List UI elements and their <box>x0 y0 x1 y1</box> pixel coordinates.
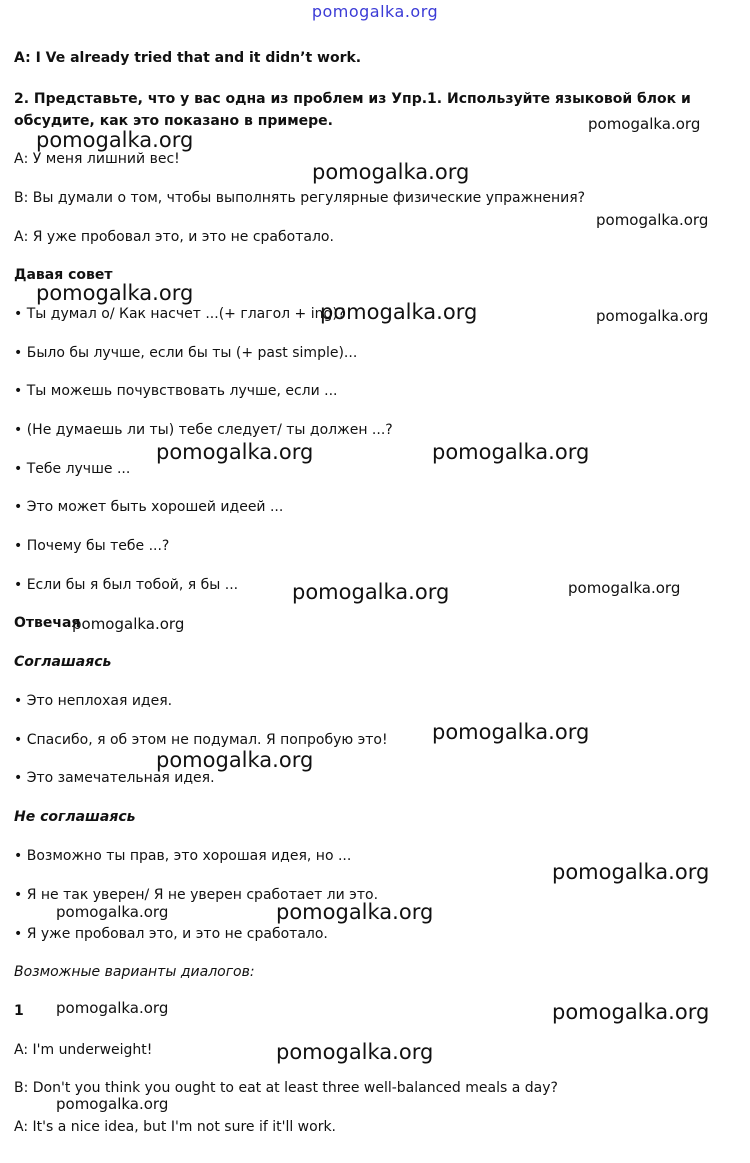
watermark: pomogalka.org <box>432 720 590 744</box>
dialog-number: 1 <box>14 1003 24 1019</box>
watermark: pomogalka.org <box>36 128 194 152</box>
watermark: pomogalka.org <box>552 1000 710 1024</box>
watermark: pomogalka.org <box>72 615 185 633</box>
watermark: pomogalka.org <box>56 903 169 921</box>
dialog-ru-line-3: А: Я уже пробовал это, и это не сработало. <box>14 229 334 245</box>
disagreeing-item-2: • Я не так уверен/ Я не уверен сработает ли это. <box>14 887 379 903</box>
watermark: pomogalka.org <box>292 580 450 604</box>
header-watermark: pomogalka.org <box>311 2 439 21</box>
watermark: pomogalka.org <box>156 440 314 464</box>
agreeing-item-2: • Спасибо, я об этом не подумал. Я попробую это! <box>14 732 388 748</box>
watermark: pomogalka.org <box>56 1095 169 1113</box>
watermark: pomogalka.org <box>156 748 314 772</box>
possible-dialogs-heading: Возможные варианты диалогов: <box>14 964 255 980</box>
dialog-en-line-2: B: Don't you think you ought to eat at least three well-balanced meals a day? <box>14 1080 558 1096</box>
task-2-instruction: 2. Представьте, что у вас одна из проблем из Упр.1. Используйте языковой блок и обсудите, как это показано в примере. <box>14 91 691 129</box>
advice-item-1: • Ты думал о/ Как насчет ...(+ глагол + ing)? <box>14 306 346 322</box>
watermark: pomogalka.org <box>568 579 681 597</box>
watermark: pomogalka.org <box>588 115 701 133</box>
watermark: pomogalka.org <box>56 999 169 1017</box>
advice-item-3: • Ты можешь почувствовать лучше, если ... <box>14 383 338 399</box>
disagreeing-heading: Не соглашаясь <box>14 809 136 825</box>
advice-item-7: • Почему бы тебе ...? <box>14 538 170 554</box>
disagreeing-item-1: • Возможно ты прав, это хорошая идея, но ... <box>14 848 352 864</box>
watermark: pomogalka.org <box>596 211 709 229</box>
watermark: pomogalka.org <box>320 300 478 324</box>
watermark: pomogalka.org <box>552 860 710 884</box>
responding-heading: Отвечая <box>14 615 81 631</box>
advice-item-8: • Если бы я был тобой, я бы ... <box>14 577 239 593</box>
advice-item-2: • Было бы лучше, если бы ты (+ past simple)... <box>14 345 358 361</box>
dialog-en-line-3: A: It's a nice idea, but I'm not sure if it'll work. <box>14 1119 337 1135</box>
agreeing-item-3: • Это замечательная идея. <box>14 770 215 786</box>
line-tried-en: A: I Ve already tried that and it didn’t work. <box>14 50 362 66</box>
advice-item-6: • Это может быть хорошей идеей ... <box>14 499 284 515</box>
advice-item-5: • Тебе лучше ... <box>14 461 131 477</box>
watermark: pomogalka.org <box>36 281 194 305</box>
dialog-en-line-1: A: I'm underweight! <box>14 1042 153 1058</box>
agreeing-item-1: • Это неплохая идея. <box>14 693 173 709</box>
watermark: pomogalka.org <box>276 1040 434 1064</box>
watermark: pomogalka.org <box>312 160 470 184</box>
dialog-ru-line-2: B: Вы думали о том, чтобы выполнять регулярные физические упражнения? <box>14 190 586 206</box>
watermark: pomogalka.org <box>276 900 434 924</box>
advice-item-4: • (Не думаешь ли ты) тебе следует/ ты должен ...? <box>14 422 393 438</box>
dialog-ru-line-1: А: У меня лишний вес! <box>14 151 180 167</box>
watermark: pomogalka.org <box>432 440 590 464</box>
advice-heading: Давая совет <box>14 267 113 283</box>
agreeing-heading: Соглашаясь <box>14 654 112 670</box>
disagreeing-item-3: • Я уже пробовал это, и это не сработало. <box>14 926 328 942</box>
watermark: pomogalka.org <box>596 307 709 325</box>
